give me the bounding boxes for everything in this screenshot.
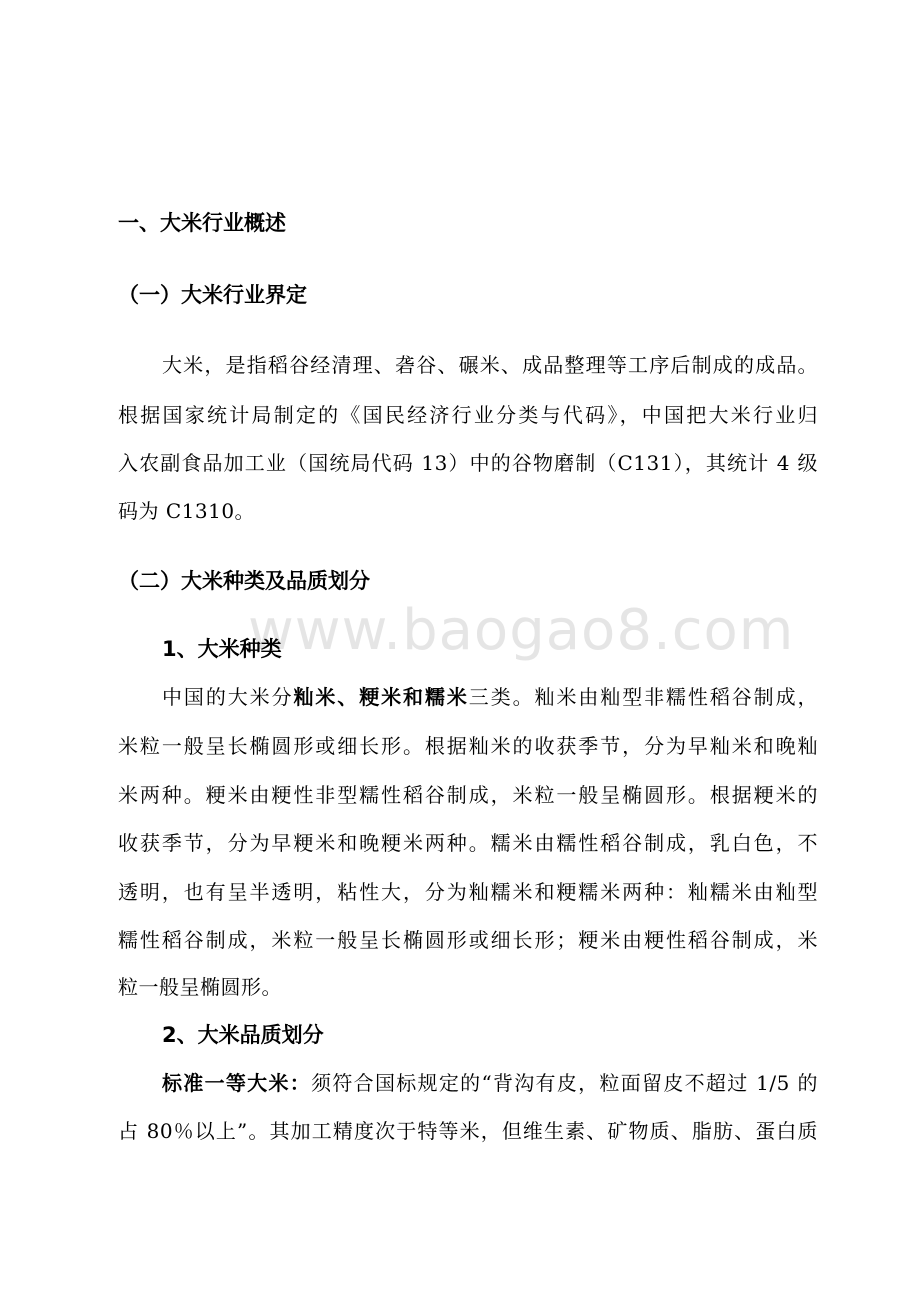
sub1-line-6: 糯性稻谷制成，米粒一般呈长椭圆形或细长形；粳米由粳性稻谷制成，米 [118, 928, 818, 952]
watermark: www.baogao8.com [248, 598, 795, 663]
sub2-line-1-post: 须符合国标规定的“背沟有皮，粒面留皮不超过 1/5 的 [311, 1071, 818, 1095]
sub1-line-4: 收获季节，分为早粳米和晚粳米两种。糯米由糯性稻谷制成，乳白色，不 [118, 831, 818, 855]
sub1-line-5: 透明，也有呈半透明，粘性大，分为籼糯米和粳糯米两种：籼糯米由籼型 [118, 880, 818, 904]
sub1-heading: 1、大米种类 [162, 637, 282, 661]
sub2-line-1 [162, 1068, 818, 1098]
section1-heading: （一）大米行业界定 [118, 283, 307, 307]
sub1-line-1-post: 三类。籼米由籼型非糯性稻谷制成， [468, 685, 819, 709]
section1-line-1: 大米，是指稻谷经清理、砻谷、碾米、成品整理等工序后制成的成品。 [162, 353, 818, 377]
sub2-heading: 2、大米品质划分 [162, 1023, 324, 1047]
section2-heading: （二）大米种类及品质划分 [118, 569, 370, 593]
sub1-line-7: 粒一般呈椭圆形。 [118, 975, 282, 999]
sub1-line-2: 米粒一般呈长椭圆形或细长形。根据籼米的收获季节，分为早籼米和晚籼 [118, 734, 818, 758]
sub1-line-1-pre: 中国的大米分 [162, 685, 294, 709]
section1-line-3: 入农副食品加工业（国统局代码 13）中的谷物磨制（C131），其统计 4 级 [118, 451, 818, 475]
heading-dami-overview: 一、大米行业概述 [118, 211, 286, 235]
sub1-line-3: 米两种。粳米由粳性非型糯性稻谷制成，米粒一般呈椭圆形。根据粳米的 [118, 783, 818, 807]
sub1-line-1 [162, 682, 818, 712]
section1-line-4: 码为 C1310。 [118, 499, 256, 523]
section1-line-2: 根据国家统计局制定的《国民经济行业分类与代码》，中国把大米行业归 [118, 403, 818, 427]
rice-types-bold: 籼米、粳米和糯米 [293, 685, 469, 709]
grade-one-rice-bold: 标准一等大米： [162, 1071, 312, 1095]
sub2-line-2: 占 80％以上”。其加工精度次于特等米，但维生素、矿物质、脂肪、蛋白质 [118, 1119, 818, 1143]
